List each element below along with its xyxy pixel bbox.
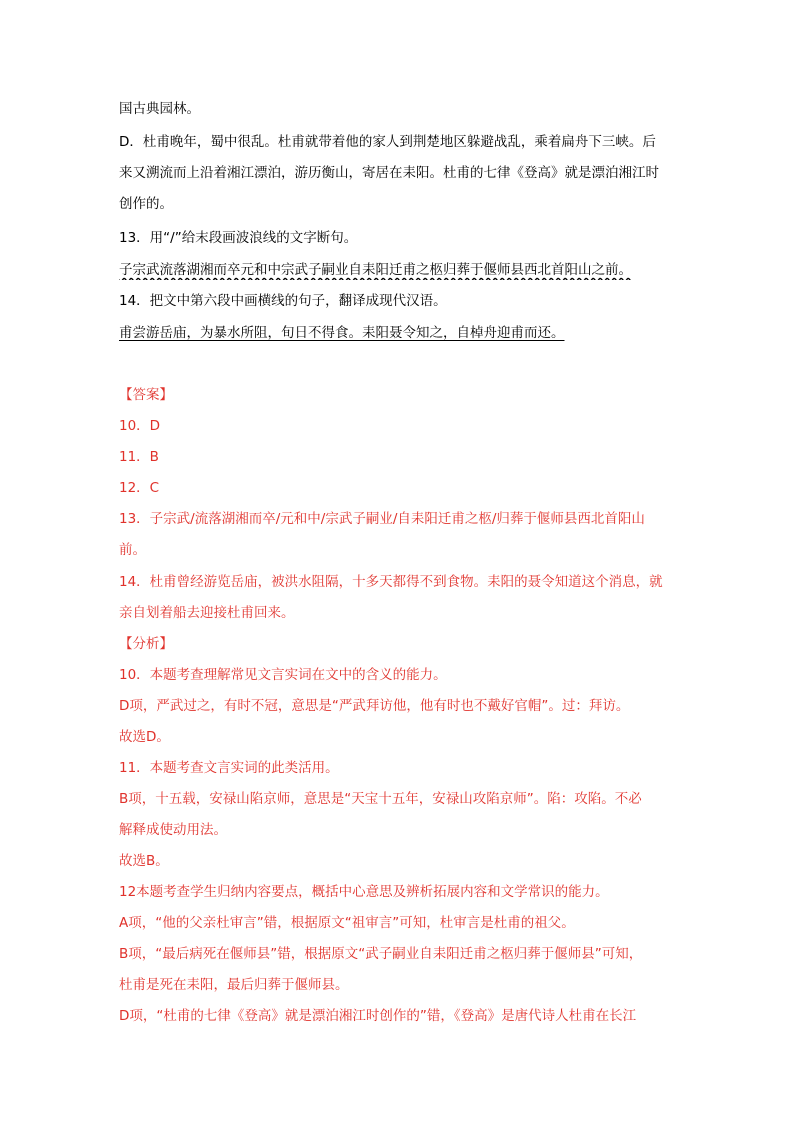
answer-12: 12．C [119, 480, 160, 496]
option-d-line-1: D．杜甫晚年，蜀中很乱。杜甫就带着他的家人到荆楚地区躲避战乱，乘着扁舟下三峡。后 [119, 134, 656, 150]
answer-14-line-1: 14．杜甫曾经游览岳庙，被洪水阻隔，十多天都得不到食物。耒阳的聂令知道这个消息，就 [119, 574, 663, 590]
answer-header: 【答案】 [119, 387, 173, 403]
question-13: 13．用“/”给末段画波浪线的文字断句。 [119, 230, 358, 246]
answer-13-line-1: 13．子宗武/流落湖湘而卒/元和中/宗武子嗣业/自耒阳迁甫之柩/归葬于偃师县西北首阳山 [119, 511, 645, 527]
analysis-header: 【分析】 [119, 636, 173, 652]
underlined-sentence: 甫尝游岳庙，为暴水所阻，旬日不得食。耒阳聂令知之，自棹舟迎甫而还。 [119, 325, 565, 341]
analysis-12-line-2: A项，“他的父亲杜审言”错，根据原文“祖审言”可知，杜审言是杜甫的祖父。 [119, 915, 575, 931]
option-d-line-2: 来又溯流而上沿着湘江漂泊，游历衡山，寄居在耒阳。杜甫的七律《登高》就是漂泊湘江时 [119, 165, 659, 181]
analysis-11-line-4: 故选B。 [119, 853, 169, 869]
question-13-text [119, 260, 679, 280]
analysis-10-line-3: 故选D。 [119, 729, 170, 745]
question-14-text [119, 323, 679, 343]
wavy-underlined-text: 子宗武流落湖湘而卒元和中宗武子嗣业自耒阳迁甫之柩归葬于偃师县西北首阳山之前。 [119, 262, 632, 278]
question-14: 14．把文中第六段中画横线的句子，翻译成现代汉语。 [119, 293, 447, 309]
analysis-12-line-1: 12本题考查学生归纳内容要点，概括中心意思及辨析拓展内容和文学常识的能力。 [119, 884, 609, 900]
analysis-11-line-3: 解释成使动用法。 [119, 822, 227, 838]
answer-11: 11．B [119, 449, 159, 465]
analysis-10-line-2: D项，严武过之，有时不冠，意思是“严武拜访他，他有时也不戴好官帽”。过：拜访。 [119, 698, 630, 714]
answer-14-line-2: 亲自划着船去迎接杜甫回来。 [119, 605, 295, 621]
analysis-12-line-3: B项，“最后病死在偃师县”错，根据原文“武子嗣业自耒阳迁甫之柩归葬于偃师县”可知， [119, 946, 643, 962]
analysis-12-line-4: 杜甫是死在耒阳，最后归葬于偃师县。 [119, 977, 349, 993]
answer-13-line-2: 前。 [119, 542, 146, 558]
analysis-11-line-2: B项，十五载，安禄山陷京师，意思是“天宝十五年，安禄山攻陷京师”。陷：攻陷。不必 [119, 791, 642, 807]
analysis-12-line-5: D项，“杜甫的七律《登高》就是漂泊湘江时创作的”错，《登高》是唐代诗人杜甫在长江 [119, 1008, 637, 1024]
analysis-11-line-1: 11．本题考查文言实词的此类活用。 [119, 760, 339, 776]
option-d-line-3: 创作的。 [119, 196, 173, 212]
option-c-continuation: 国古典园林。 [119, 101, 200, 117]
analysis-10-line-1: 10．本题考查理解常见文言实词在文中的含义的能力。 [119, 667, 447, 683]
answer-10: 10．D [119, 418, 161, 434]
